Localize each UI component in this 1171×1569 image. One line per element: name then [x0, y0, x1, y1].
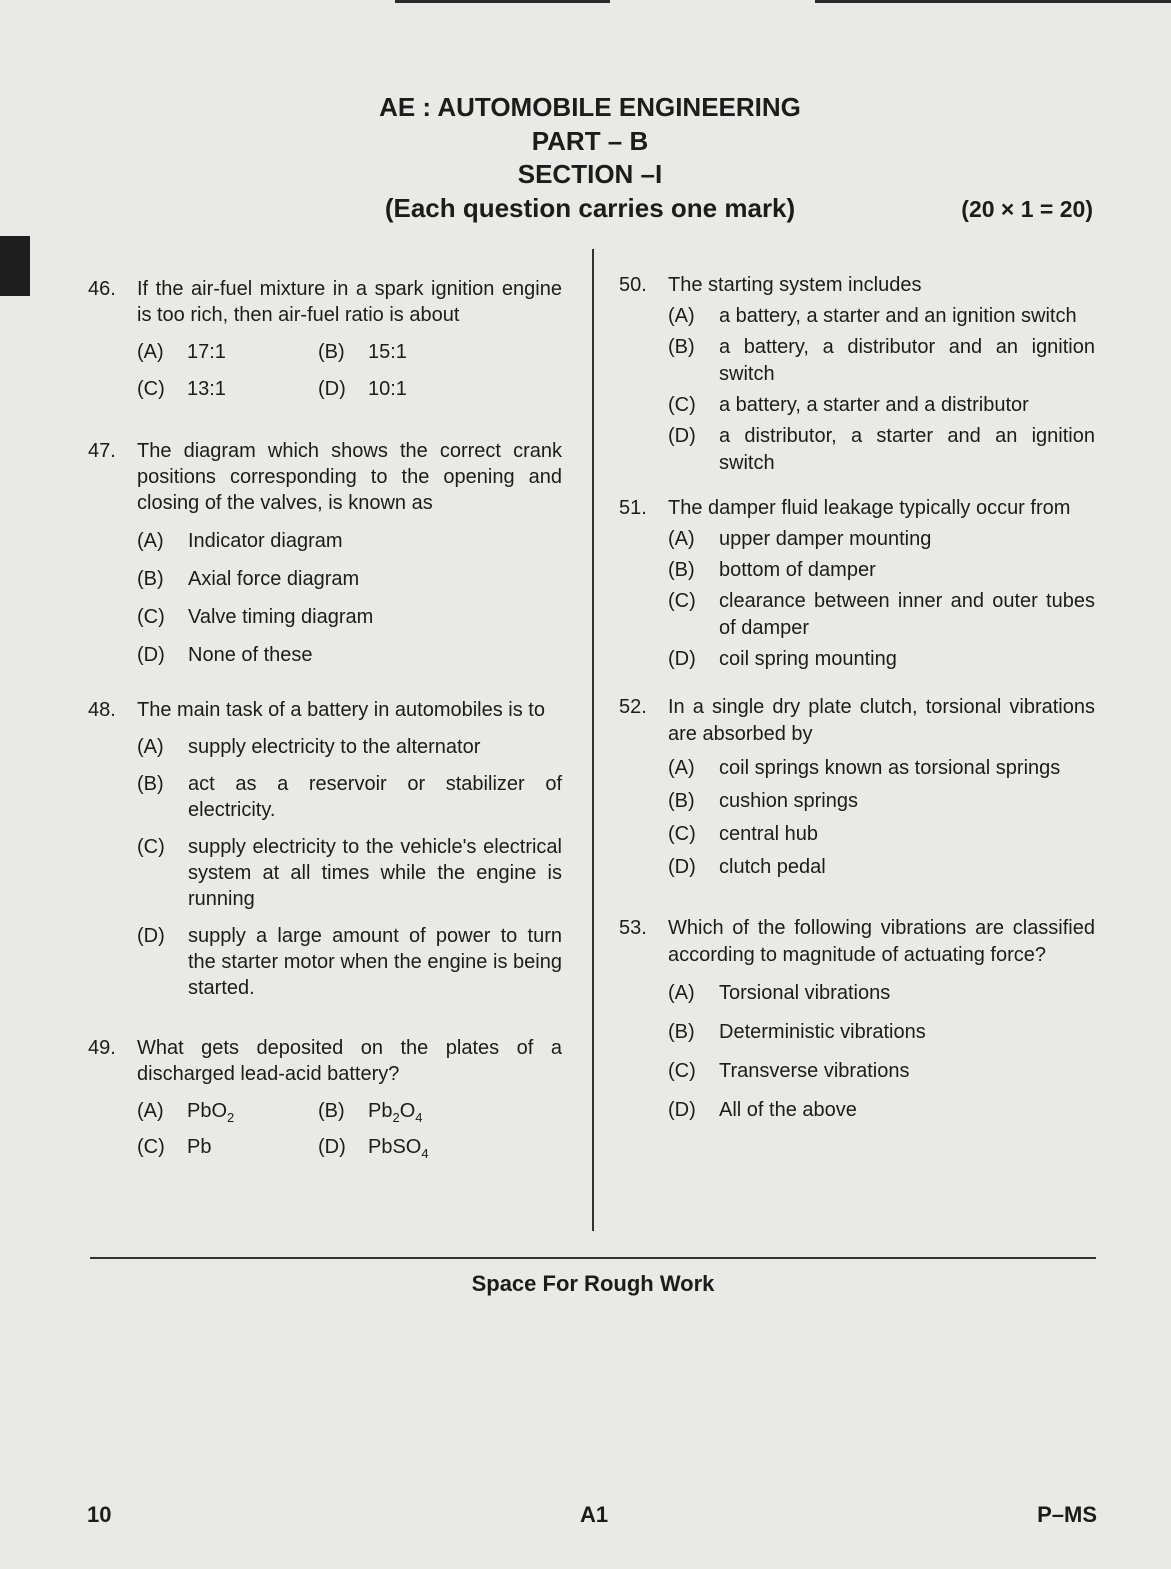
- option: [668, 646, 1095, 673]
- question-text: The diagram which shows the correct crank positions corresponding to the opening and closing of the valves, is known as: [137, 440, 562, 514]
- question-text: The damper fluid leakage typically occur from: [668, 497, 1071, 519]
- column-divider: [592, 249, 594, 1231]
- option-label: (B): [668, 559, 695, 581]
- option: [137, 1134, 318, 1160]
- option: [668, 788, 1095, 815]
- option: [668, 526, 1095, 553]
- option-label: (B): [137, 568, 164, 590]
- section-heading: SECTION –I: [517, 159, 663, 189]
- option: [137, 642, 562, 668]
- option-formula: PbSO$_4$: [368, 1136, 429, 1161]
- option-label: (D): [137, 644, 165, 666]
- option-label: (C): [137, 378, 165, 400]
- option-text: cushion springs: [719, 790, 858, 812]
- option: [318, 1134, 562, 1160]
- option: [668, 821, 1095, 848]
- option-label: (D): [668, 856, 696, 878]
- option: [668, 854, 1095, 881]
- option: [137, 834, 562, 912]
- question-text: The main task of a battery in automobiles is to: [137, 699, 545, 721]
- option-text: Deterministic vibrations: [719, 1021, 926, 1043]
- option-label: (A): [137, 530, 164, 552]
- option-text: a battery, a distributor and an ignition switch: [719, 336, 1095, 385]
- option-label: (A): [137, 341, 164, 363]
- option-formula: PbO$_2$: [187, 1100, 235, 1125]
- option-text: supply a large amount of power to turn the starter motor when the engine is being started.: [188, 925, 562, 999]
- question-51: [619, 495, 1095, 673]
- top-edge-mark: [395, 0, 610, 3]
- option-label: (C): [137, 836, 165, 858]
- option-text: coil spring mounting: [719, 648, 897, 670]
- question-text: If the air-fuel mixture in a spark ignition engine is too rich, then air-fuel ratio is about: [137, 278, 562, 326]
- part-heading: PART – B: [531, 126, 649, 156]
- option-label: (D): [318, 1136, 346, 1158]
- paper-series: P–MS: [1037, 1502, 1097, 1527]
- option-text: Transverse vibrations: [719, 1060, 910, 1082]
- option: [668, 1058, 1095, 1085]
- question-number: 52.: [619, 696, 647, 718]
- option-text: upper damper mounting: [719, 528, 932, 550]
- option-label: (D): [318, 378, 346, 400]
- question-52: [619, 694, 1095, 881]
- option: [137, 1098, 318, 1124]
- option-formula: $Pb_2O_4$: [368, 1100, 423, 1125]
- options: [668, 980, 1095, 1124]
- option-label: (D): [668, 425, 696, 447]
- page-title: AE : AUTOMOBILE ENGINEERING: [379, 92, 801, 122]
- question-text: Which of the following vibrations are classified according to magnitude of actuating force?: [668, 917, 1095, 966]
- option: [137, 771, 562, 823]
- question-text: In a single dry plate clutch, torsional vibrations are absorbed by: [668, 696, 1095, 745]
- options: [668, 755, 1095, 881]
- option-text: Torsional vibrations: [719, 982, 891, 1004]
- option: [668, 334, 1095, 388]
- option-text: 17:1: [187, 341, 226, 363]
- option: [668, 755, 1095, 782]
- option-label: (B): [318, 1100, 345, 1122]
- question-53: [619, 915, 1095, 1124]
- option-label: (C): [668, 394, 696, 416]
- option-text: Valve timing diagram: [188, 606, 374, 628]
- option: [668, 392, 1095, 419]
- options: [137, 528, 562, 668]
- option: [668, 1019, 1095, 1046]
- question-text: The starting system includes: [668, 274, 922, 296]
- option-text: supply electricity to the vehicle's electrical system at all times while the engine is running: [188, 836, 562, 910]
- question-50: [619, 272, 1095, 477]
- option-label: (D): [668, 648, 696, 670]
- option-label: (B): [668, 336, 695, 358]
- rough-work-divider: [90, 1257, 1096, 1259]
- option-text: a battery, a starter and a distributor: [719, 394, 1029, 416]
- top-edge-line: [815, 0, 1171, 3]
- option: [137, 923, 562, 1001]
- option: [668, 423, 1095, 477]
- question-number: 51.: [619, 497, 647, 519]
- option-text: Axial force diagram: [188, 568, 360, 590]
- option-label: (B): [318, 341, 345, 363]
- options: [668, 303, 1095, 477]
- option-label: (D): [137, 925, 165, 947]
- page-number: 10: [87, 1502, 112, 1527]
- options-grid: [137, 339, 562, 402]
- option-label: (A): [668, 757, 695, 779]
- option: [137, 528, 562, 554]
- question-number: 53.: [619, 917, 647, 939]
- option: [318, 376, 562, 402]
- option-label: (A): [668, 982, 695, 1004]
- option: [668, 1097, 1095, 1124]
- option-label: (B): [668, 790, 695, 812]
- option: [668, 588, 1095, 642]
- instruction-heading: (Each question carries one mark): [384, 193, 796, 223]
- option-text: a battery, a starter and an ignition switch: [719, 305, 1077, 327]
- option: [318, 339, 562, 365]
- left-column: [88, 276, 562, 1160]
- option-label: (C): [137, 1136, 165, 1158]
- question-text: What gets deposited on the plates of a discharged lead-acid battery?: [137, 1037, 562, 1085]
- question-48: [88, 697, 562, 1001]
- option-text: clutch pedal: [719, 856, 826, 878]
- right-column: [619, 272, 1095, 1124]
- options: [668, 526, 1095, 673]
- option-text: act as a reservoir or stabilizer of electricity.: [188, 773, 562, 821]
- option-text: 15:1: [368, 341, 407, 363]
- question-number: 48.: [88, 699, 116, 721]
- option-label: (C): [668, 823, 696, 845]
- side-registration-mark: [0, 236, 30, 296]
- option-formula: Pb: [187, 1136, 212, 1158]
- option: [137, 339, 318, 365]
- option-text: 13:1: [187, 378, 226, 400]
- marks-scheme: (20 × 1 = 20): [961, 196, 1093, 222]
- booklet-code: A1: [580, 1502, 609, 1527]
- options-grid: [137, 1098, 562, 1160]
- option: [668, 557, 1095, 584]
- option-label: (A): [137, 736, 164, 758]
- question-number: 46.: [88, 278, 116, 300]
- option-text: None of these: [188, 644, 313, 666]
- option-text: Indicator diagram: [188, 530, 343, 552]
- option: [318, 1098, 562, 1124]
- option-label: (A): [668, 528, 695, 550]
- question-46: [88, 276, 562, 402]
- option-text: bottom of damper: [719, 559, 876, 581]
- option-text: 10:1: [368, 378, 407, 400]
- option: [668, 980, 1095, 1007]
- option-label: (C): [668, 1060, 696, 1082]
- option: [137, 734, 562, 760]
- option: [137, 376, 318, 402]
- question-number: 47.: [88, 440, 116, 462]
- option: [668, 303, 1095, 330]
- option-text: All of the above: [719, 1099, 857, 1121]
- option-label: (B): [668, 1021, 695, 1043]
- option-text: coil springs known as torsional springs: [719, 757, 1061, 779]
- question-47: [88, 438, 562, 668]
- question-number: 50.: [619, 274, 647, 296]
- option-text: a distributor, a starter and an ignition switch: [719, 425, 1095, 474]
- rough-work-heading: Space For Rough Work: [471, 1271, 715, 1296]
- question-number: 49.: [88, 1037, 116, 1059]
- options: [137, 734, 562, 1001]
- option-label: (A): [668, 305, 695, 327]
- option: [137, 566, 562, 592]
- option-label: (C): [668, 590, 696, 612]
- option-label: (C): [137, 606, 165, 628]
- option-text: central hub: [719, 823, 818, 845]
- option-label: (A): [137, 1100, 164, 1122]
- option-text: clearance between inner and outer tubes of damper: [719, 590, 1095, 639]
- option-text: supply electricity to the alternator: [188, 736, 481, 758]
- question-49: [88, 1035, 562, 1160]
- option-label: (B): [137, 773, 164, 795]
- option: [137, 604, 562, 630]
- option-label: (D): [668, 1099, 696, 1121]
